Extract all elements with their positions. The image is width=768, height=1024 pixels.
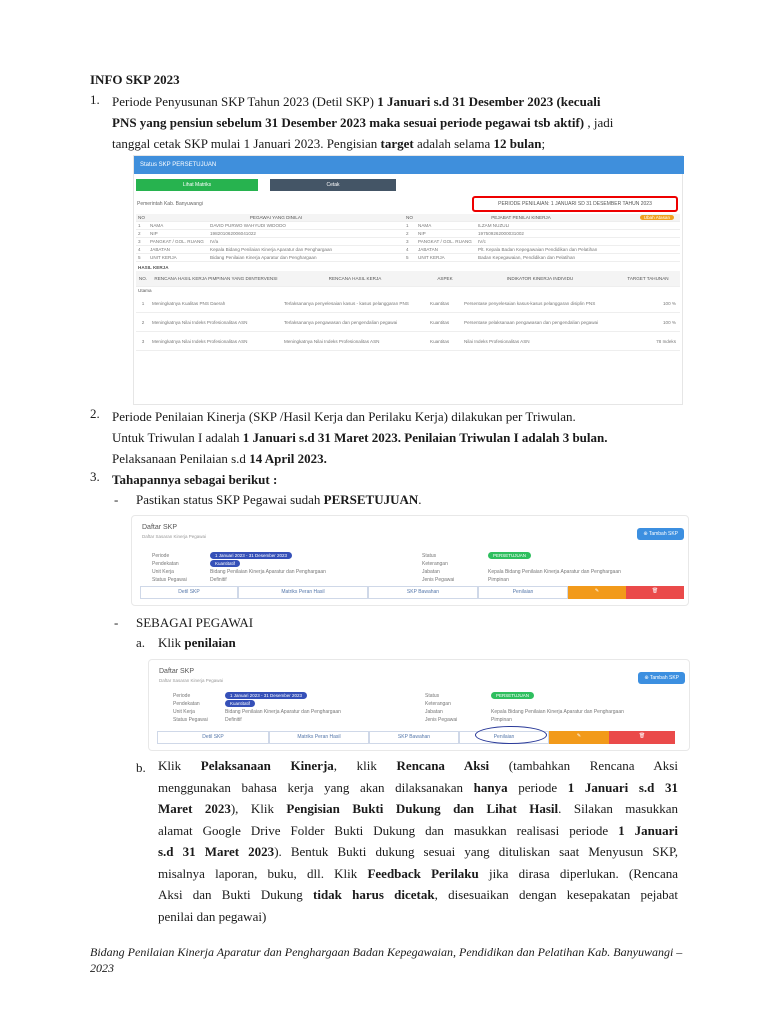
employee-table-header: NO PEGAWAI YANG DINILAI NO PEJABAT PENILAI KINERJA Ubah Atasan — [136, 214, 680, 222]
pegawai-dash: - — [114, 615, 119, 630]
print-button[interactable]: Cetak — [270, 179, 396, 191]
add-skp-button[interactable]: ⊕ Tambah SKP — [637, 528, 684, 540]
skp-right-details: Status PERSETUJUAN Keterangan Jabatan Kepala Bidang Penilaian Kinerja Aparatur dan Penghargaan Jenis Pegawai Pimpinan — [425, 693, 624, 723]
skp-left-details: Periode 1 Januari 2023 - 31 Desember 2023 Pendekatan Kuantitatif Unit Kerja Bidang Penilaian Kinerja Aparatur dan Penghargaan Status Pegawai Definitif — [152, 553, 326, 583]
employee-table-row: 5 UNIT KERJA Bidang Penilaian Kinerja Aparatur dan Penghargaan 5 UNIT KERJA Badan Kepegawaian, Pendidikan dan Pelatihan — [136, 254, 680, 262]
item1-line1: Periode Penyusunan SKP Tahun 2023 (Detil SKP) 1 Januari s.d 31 Desember 2023 (kecuali — [112, 94, 601, 109]
daftar-skp-title: Daftar SKP — [159, 668, 195, 675]
skp-approval-screenshot — [133, 155, 683, 405]
view-matrix-button[interactable]: Lihat Matriks — [136, 179, 258, 191]
add-skp-button[interactable]: ⊕ Tambah SKP — [638, 672, 685, 684]
daftar-skp-subtitle: Daftar Sasaran Kinerja Pegawai — [159, 678, 224, 683]
delete-icon[interactable]: 🗑 — [609, 731, 675, 744]
change-supervisor-button[interactable]: Ubah Atasan — [640, 215, 674, 220]
pegawai-heading: SEBAGAI PEGAWAI — [136, 615, 254, 630]
status-header: Status SKP PERSETUJUAN — [134, 156, 684, 174]
employee-table — [136, 214, 680, 351]
results-table-row: 1 Meningkatnya Kualitas PNS Daerah Terlaksananya penyelesaian kasus - kasus pelanggaran PNS Kuantitas Persentase penyelesaian kasus-kasus pelanggaran disiplin PNS 100 % — [136, 294, 680, 313]
page-footer: Bidang Penilaian Kinerja Aparatur dan Penghargaan Badan Kepegawaian, Pendidikan dan Pelatihan Kab. Banyuwangi – 2023 — [90, 945, 683, 975]
period-badge: 1 Januari 2023 - 31 Desember 2023 — [225, 692, 307, 699]
period-badge: 1 Januari 2023 - 31 Desember 2023 — [210, 552, 292, 559]
step-a-text: Klik penilaian — [158, 635, 236, 650]
item2-line3: Pelaksanaan Penilaian s.d 14 April 2023. — [112, 451, 327, 466]
item3-number: 3. — [90, 469, 100, 484]
edit-icon[interactable]: ✎ — [549, 731, 609, 744]
item2-number: 2. — [90, 406, 100, 421]
utama-label: Utama — [138, 288, 152, 293]
item1-number: 1. — [90, 92, 100, 107]
tab-matriks-peran-hasil[interactable]: Matriks Peran Hasil — [269, 731, 369, 744]
approach-badge: Kuantitatif — [225, 700, 255, 707]
skp-left-details: Periode 1 Januari 2023 - 31 Desember 2023 Pendekatan Kuantitatif Unit Kerja Bidang Penilaian Kinerja Aparatur dan Penghargaan Status Pegawai Definitif — [173, 693, 341, 723]
tab-detil-skp[interactable]: Detil SKP — [157, 731, 269, 744]
results-table-row: 2 Meningkatnya Nilai Indeks Profesionalitas ASN Terlaksananya pengawasan dan pengendalian pegawai Kuantitas Persentase pelaksanaan pengawasan dan pengendalian pegawai 100 % — [136, 313, 680, 332]
employee-table-row: 2 NIP 198201062006041022 2 NIP 197509262000031002 — [136, 230, 680, 238]
skp-right-details: Status PERSETUJUAN Keterangan Jabatan Kepala Bidang Penilaian Kinerja Aparatur dan Penghargaan Jenis Pegawai Pimpinan — [422, 553, 621, 583]
tab-skp-bawahan[interactable]: SKP Bawahan — [368, 586, 478, 599]
tab-penilaian[interactable]: Penilaian — [478, 586, 568, 599]
delete-icon[interactable]: 🗑 — [626, 586, 684, 599]
status-badge: PERSETUJUAN — [488, 552, 531, 559]
item3-heading: Tahapannya sebagai berikut : — [112, 472, 278, 487]
step-b-paragraph: Klik Pelaksanaan Kinerja, klik Rencana Aksi (tambahkan Rencana Aksi menggunakan bahasa kerja yang akan dilaksanakan hanya periode 1 Januari s.d 31 Maret 2023), Klik Pengisian Bukti Dukung dan Lihat Hasil. Silakan masukkan alamat Google Drive Folder Bukti Dukung dan masukkan realisasi periode 1 Januari s.d 31 Maret 2023). Bentuk Bukti dukung sesuai yang dituliskan saat Menyusun SKP, misalnya laporan, buku, dll. Klik Feedback Perilaku jika dirasa diperlukan. (Rencana Aksi dan Bukti Dukung tidak harus dicetak, disesuaikan dengan kesepakatan pejabat penilai dan pegawai) — [158, 758, 679, 924]
item1-line3: tanggal cetak SKP mulai 1 Januari 2023. Pengisian target adalah selama 12 bulan; — [112, 136, 546, 151]
daftar-skp-subtitle: Daftar Sasaran Kinerja Pegawai — [142, 534, 207, 539]
doc-title: INFO SKP 2023 — [90, 72, 180, 87]
item3-dash: - — [114, 492, 119, 507]
item2-line2: Untuk Triwulan I adalah 1 Januari s.d 31 Maret 2023. Penilaian Triwulan I adalah 3 bulan. — [112, 430, 608, 445]
skp-action-bar — [157, 731, 675, 744]
edit-icon[interactable]: ✎ — [568, 586, 626, 599]
daftar-skp-title: Daftar SKP — [142, 524, 178, 531]
step-a-label: a. — [136, 635, 146, 650]
status-badge: PERSETUJUAN — [491, 692, 534, 699]
approach-badge: Kuantitatif — [210, 560, 240, 567]
item2-line1: Periode Penilaian Kinerja (SKP /Hasil Kerja dan Perilaku Kerja) dilakukan per Triwulan. — [112, 409, 576, 424]
employee-table-row: 1 NAMA DAVID PURWO WAHYUDI WIDODO 1 NAMA ILZAM NUZULI — [136, 222, 680, 230]
daftar-skp-penilaian-screenshot — [148, 659, 690, 751]
penilaian-highlight-circle — [475, 726, 547, 744]
item3-bullet: Pastikan status SKP Pegawai sudah PERSETUJUAN. — [136, 492, 422, 507]
assessment-period-highlight: PERIODE PENILAIAN: 1 JANUARI SD 31 DESEMBER TAHUN 2023 — [472, 196, 678, 212]
daftar-skp-screenshot — [131, 515, 689, 606]
results-table-row: 3 Meningkatnya Nilai Indeks Profesionalitas ASN Meningkatnya Nilai Indeks Profesionalitas ASN Kuantitas Nilai Indeks Profesionalitas ASN 78 Indeks — [136, 332, 680, 351]
employee-table-row: 3 PANGKAT / GOL. RUANG IV/a 3 PANGKAT / GOL. RUANG IV/c — [136, 238, 680, 246]
results-table-header: NO. RENCANA HASIL KERJA PIMPINAN YANG DIINTERVENSI RENCANA HASIL KERJA ASPEK INDIKATOR KINERJA INDIVIDU TARGET TAHUNAN — [136, 271, 680, 287]
employee-table-row: 4 JABATAN Kepala Bidang Penilaian Kinerja Aparatur dan Penghargaan 4 JABATAN Plt. Kepala Badan Kepegawaian Pendidikan dan Pelatihan — [136, 246, 680, 254]
government-label: Pemerintah Kab. Banyuwangi — [137, 201, 203, 207]
hasil-kerja-label: HASIL KERJA — [138, 265, 169, 270]
skp-action-bar — [140, 586, 684, 599]
tab-matriks-peran-hasil[interactable]: Matriks Peran Hasil — [238, 586, 368, 599]
tab-penilaian[interactable]: Penilaian — [459, 731, 549, 744]
tab-skp-bawahan[interactable]: SKP Bawahan — [369, 731, 459, 744]
item1-line2: PNS yang pensiun sebelum 31 Desember 2023 maka sesuai periode pegawai tsb aktif) , jadi — [112, 115, 614, 130]
tab-detil-skp[interactable]: Detil SKP — [140, 586, 238, 599]
step-b-label: b. — [136, 760, 146, 775]
